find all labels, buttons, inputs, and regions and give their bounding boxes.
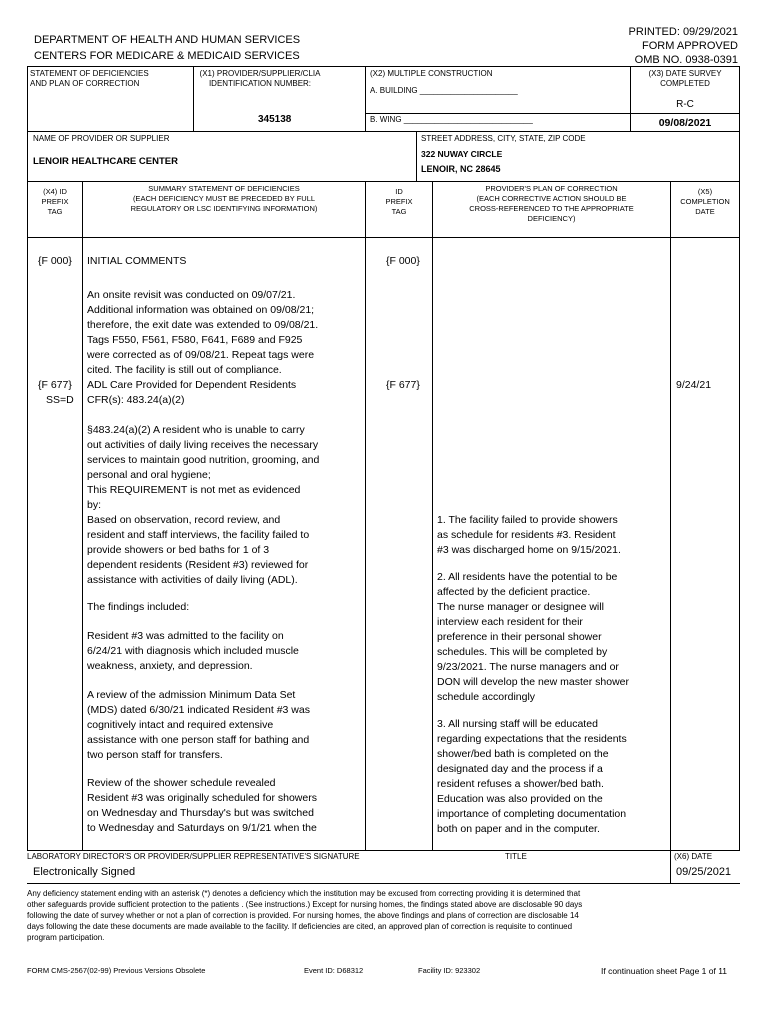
x4-header-3: TAG <box>47 207 63 216</box>
x2-wing: B. WING _____________________________ <box>370 115 533 124</box>
rule <box>27 181 740 182</box>
signature-value: Electronically Signed <box>33 866 136 878</box>
text-line: Additional information was obtained on 09/08/21; <box>87 304 315 316</box>
initial-comments-title: INITIAL COMMENTS <box>87 255 187 267</box>
text-line: 9/23/2021. The nurse managers and or <box>437 661 619 673</box>
rule <box>432 181 433 851</box>
text-line: 3. All nursing staff will be educated <box>437 718 598 730</box>
findings-heading: The findings included: <box>87 601 190 613</box>
text-line: Resident #3 was admitted to the facility on <box>87 630 284 642</box>
x2-building: A. BUILDING ______________________ <box>370 86 518 95</box>
plan-header-4: DEFICIENCY) <box>527 214 576 223</box>
x3-label-1: (X3) DATE SURVEY <box>648 69 722 78</box>
summary-header-3: REGULATORY OR LSC IDENTIFYING INFORMATION) <box>130 204 318 213</box>
omb-number: OMB NO. 0938-0391 <box>634 54 738 66</box>
tag-f000-left: {F 000} <box>38 255 72 267</box>
x5-header-1: (X5) <box>697 187 713 196</box>
text-line: An onsite revisit was conducted on 09/07/21. <box>87 289 296 301</box>
x3-label <box>633 69 737 89</box>
rule <box>630 66 631 132</box>
text-line: cited. The facility is still out of compliance. <box>87 364 282 376</box>
text-line: dependent residents (Resident #3) reviewed for <box>87 559 309 571</box>
rule <box>365 113 740 114</box>
statement-label-1: STATEMENT OF DEFICIENCIES <box>30 69 149 78</box>
plan-header-3: CROSS-REFERENCED TO THE APPROPRIATE <box>469 204 634 213</box>
provider-name: LENOIR HEALTHCARE CENTER <box>33 156 178 167</box>
text-line: as schedule for residents #3. Resident <box>437 529 616 541</box>
text-line: provide showers or bed baths for 1 of 3 <box>87 544 270 556</box>
revisit-paragraph <box>87 288 363 378</box>
text-line: §483.24(a)(2) A resident who is unable to carry <box>87 424 305 436</box>
form-approval-block <box>629 25 738 67</box>
text-line: weakness, anxiety, and depression. <box>87 660 253 672</box>
text-line: Resident #3 was originally scheduled for showers <box>87 792 317 804</box>
plan-item-3 <box>437 717 669 837</box>
tag-f677-left: {F 677} <box>38 379 72 391</box>
text-line: both on paper and in the computer. <box>437 823 600 835</box>
statement-label-2: AND PLAN OF CORRECTION <box>30 79 140 88</box>
signature-date: 09/25/2021 <box>676 866 732 878</box>
text-line: #3 was discharged home on 9/15/2021. <box>437 544 621 556</box>
text-line: services to maintain good nutrition, grooming, and <box>87 454 320 466</box>
summary-header-1: SUMMARY STATEMENT OF DEFICIENCIES <box>148 184 300 193</box>
f677-cfr: CFR(s): 483.24(a)(2) <box>87 394 185 406</box>
text-line: 2. All residents have the potential to be <box>437 571 618 583</box>
plan-item-2 <box>437 570 669 705</box>
text-line: on Wednesday and Thursday's but was switched <box>87 807 314 819</box>
disclaimer-line: days following the date these documents are made available to the facility. If deficiencies are cited, an approved plan of correction is requisite to continued <box>27 922 573 931</box>
requirement-paragraph <box>87 423 363 588</box>
address-city: LENOIR, NC 28645 <box>421 164 501 174</box>
event-id: Event ID: D68312 <box>304 966 364 975</box>
text-line: therefore, the exit date was extended to 09/08/21. <box>87 319 319 331</box>
rule <box>365 66 366 132</box>
rule <box>670 851 671 884</box>
text-line: The nurse manager or designee will <box>437 601 604 613</box>
rule <box>27 66 28 132</box>
rule <box>365 181 366 851</box>
x1-label-2: IDENTIFICATION NUMBER: <box>208 79 312 88</box>
x3-label-2: COMPLETED <box>660 79 710 88</box>
page-number: If continuation sheet Page 1 of 11 <box>601 966 728 976</box>
severity-scope: SS=D <box>46 394 74 406</box>
rule <box>27 883 740 884</box>
dept-line-1: DEPARTMENT OF HEALTH AND HUMAN SERVICES <box>34 34 301 46</box>
statement-label <box>30 69 149 89</box>
id-header <box>366 187 432 217</box>
tag-f000-right: {F 000} <box>386 255 420 267</box>
signature-label: LABORATORY DIRECTOR'S OR PROVIDER/SUPPLIER REPRESENTATIVE'S SIGNATURE <box>27 852 360 861</box>
text-line: regarding expectations that the residents <box>437 733 627 745</box>
x5-header-2: COMPLETION <box>680 197 730 206</box>
text-line: two person staff for transfers. <box>87 749 223 761</box>
text-line: interview each resident for their <box>437 616 583 628</box>
text-line: A review of the admission Minimum Data Set <box>87 689 296 701</box>
rule <box>27 850 740 851</box>
plan-header-1: PROVIDER'S PLAN OF CORRECTION <box>485 184 618 193</box>
rule <box>739 181 740 851</box>
x2-label: (X2) MULTIPLE CONSTRUCTION <box>370 69 493 78</box>
x5-header <box>671 187 739 217</box>
x6-date-label: (X6) DATE <box>674 852 713 861</box>
provider-label: NAME OF PROVIDER OR SUPPLIER <box>33 134 170 143</box>
dept-line-2: CENTERS FOR MEDICARE & MEDICAID SERVICES <box>34 50 300 62</box>
disclaimer-line: following the date of survey whether or not a plan of correction is provided. For nursing homes, the above findings and plans of correction are disclosable 14 <box>27 911 579 920</box>
x5-header-3: DATE <box>695 207 715 216</box>
text-line: DON will develop the new master shower <box>437 676 629 688</box>
survey-date: 09/08/2021 <box>658 117 712 129</box>
rule <box>670 181 671 851</box>
f677-title: ADL Care Provided for Dependent Residents <box>87 379 297 391</box>
rule <box>27 237 740 238</box>
summary-header-2: (EACH DEFICIENCY MUST BE PRECEDED BY FULL <box>132 194 316 203</box>
id-header-1: ID <box>395 187 403 196</box>
text-line: affected by the deficient practice. <box>437 586 591 598</box>
id-header-3: TAG <box>391 207 407 216</box>
department-title <box>34 33 300 63</box>
text-line: schedules. This will be completed by <box>437 646 608 658</box>
text-line: by: <box>87 499 102 511</box>
facility-id: Facility ID: 923302 <box>418 966 481 975</box>
text-line: (MDS) dated 6/30/21 indicated Resident #3 was <box>87 704 310 716</box>
text-line: Based on observation, record review, and <box>87 514 281 526</box>
text-line: designated day and the process if a <box>437 763 603 775</box>
text-line: assistance with activities of daily living (ADL). <box>87 574 298 586</box>
text-line: were corrected as of 09/08/21. Repeat tags were <box>87 349 315 361</box>
form-number: FORM CMS-2567(02-99) Previous Versions Obsolete <box>27 966 206 975</box>
disclaimer-line: Any deficiency statement ending with an asterisk (*) denotes a deficiency which the institution may be excused from correcting providing it is determined that <box>27 889 581 898</box>
text-line: This REQUIREMENT is not met as evidenced <box>87 484 301 496</box>
summary-header <box>83 184 365 214</box>
text-line: to Wednesday and Saturdays on 9/1/21 when the <box>87 822 317 834</box>
rule <box>739 66 740 181</box>
rule <box>193 66 194 132</box>
rule <box>27 131 28 181</box>
x1-label-1: (X1) PROVIDER/SUPPLIER/CLIA <box>199 69 321 78</box>
rule <box>27 131 740 132</box>
rule <box>416 131 417 181</box>
text-line: resident refuses a shower/bed bath. <box>437 778 604 790</box>
form-approved: FORM APPROVED <box>642 40 738 52</box>
text-line: schedule accordingly <box>437 691 536 703</box>
survey-type: R-C <box>676 99 694 110</box>
id-header-2: PREFIX <box>385 197 413 206</box>
printed-date: PRINTED: 09/29/2021 <box>628 26 738 38</box>
tag-f677-right: {F 677} <box>386 379 420 391</box>
provider-number: 345138 <box>258 114 292 125</box>
rule <box>27 181 28 851</box>
plan-header <box>433 184 670 224</box>
text-line: personal and oral hygiene; <box>87 469 211 481</box>
text-line: 1. The facility failed to provide showers <box>437 514 618 526</box>
admission-paragraph <box>87 629 363 674</box>
text-line: 6/24/21 with diagnosis which included muscle <box>87 645 299 657</box>
rule <box>82 181 83 851</box>
text-line: assistance with one person staff for bathing and <box>87 734 310 746</box>
text-line: cognitively intact and required extensive <box>87 719 274 731</box>
x4-header <box>28 187 82 217</box>
disclaimer-line: program participation. <box>27 933 105 942</box>
x4-header-2: PREFIX <box>41 197 69 206</box>
disclaimer <box>27 888 742 943</box>
plan-header-2: (EACH CORRECTIVE ACTION SHOULD BE <box>476 194 627 203</box>
mds-paragraph <box>87 688 363 763</box>
x1-label <box>196 69 324 89</box>
f677-completion-date: 9/24/21 <box>676 379 712 391</box>
text-line: Review of the shower schedule revealed <box>87 777 276 789</box>
x4-header-1: (X4) ID <box>43 187 67 196</box>
text-line: preference in their personal shower <box>437 631 602 643</box>
text-line: out activities of daily living receives the necessary <box>87 439 319 451</box>
text-line: Tags F550, F561, F580, F641, F689 and F925 <box>87 334 303 346</box>
address-street: 322 NUWAY CIRCLE <box>421 149 503 159</box>
disclaimer-line: other safeguards provide sufficient protection to the patients . (See instructions.) Except for nursing homes, the findings stated above are disclosable 90 days <box>27 900 583 909</box>
plan-item-1 <box>437 513 669 558</box>
title-label: TITLE <box>505 852 527 861</box>
text-line: importance of completing documentation <box>437 808 627 820</box>
rule <box>27 66 740 67</box>
text-line: resident and staff interviews, the facility failed to <box>87 529 310 541</box>
text-line: shower/bed bath is completed on the <box>437 748 609 760</box>
address-label: STREET ADDRESS, CITY, STATE, ZIP CODE <box>421 134 586 143</box>
shower-schedule-paragraph <box>87 776 363 836</box>
text-line: Education was also provided on the <box>437 793 603 805</box>
